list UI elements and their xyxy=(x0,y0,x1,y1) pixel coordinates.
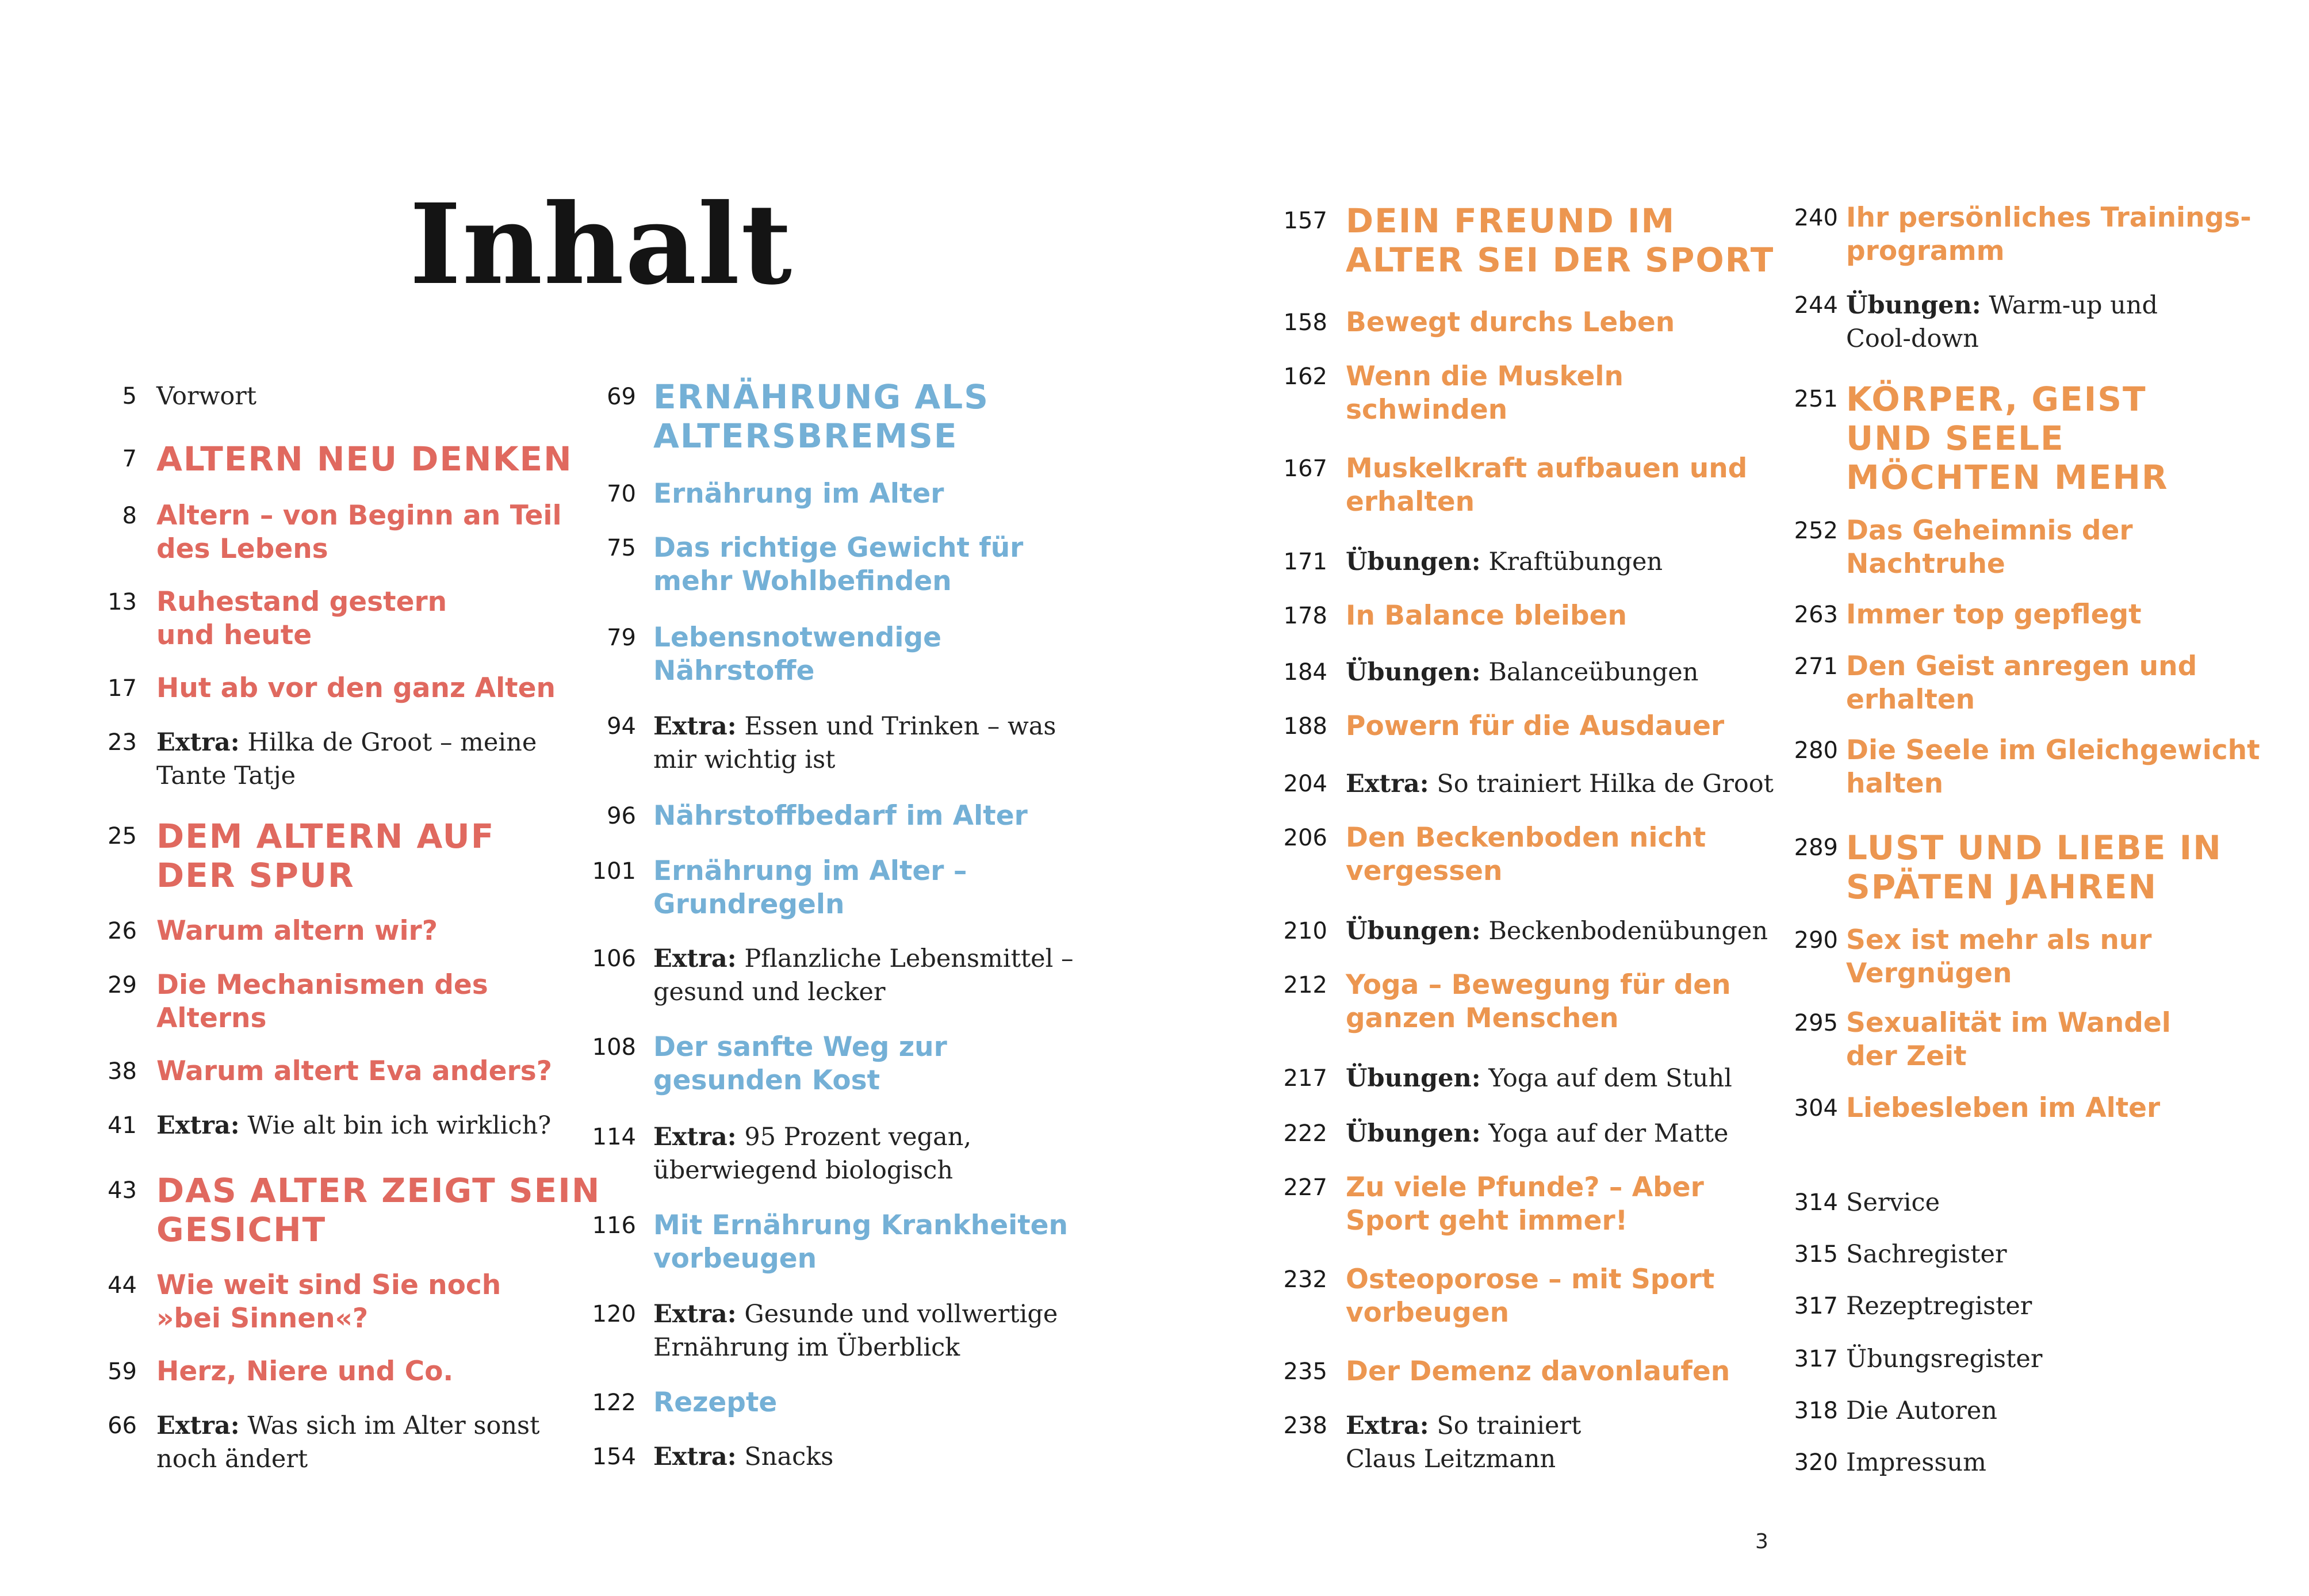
toc-entry[interactable] xyxy=(561,710,1056,776)
toc-page-number: 17 xyxy=(108,675,137,702)
toc-entry-label: Die Autoren xyxy=(1846,1396,1997,1425)
toc-entry[interactable] xyxy=(1253,710,1724,743)
toc-page-number: 222 xyxy=(1283,1120,1327,1147)
toc-page-number: 238 xyxy=(1283,1413,1327,1439)
toc-page-number: 8 xyxy=(122,503,137,529)
toc-entry-label: Yoga auf der Matte xyxy=(1480,1119,1729,1148)
toc-entry[interactable] xyxy=(561,377,989,456)
toc-entry[interactable] xyxy=(1763,1092,2160,1125)
toc-entry[interactable] xyxy=(62,1269,501,1335)
toc-entry-label: Essen und Trinken – was mir wichtig ist xyxy=(653,712,1056,774)
toc-entry[interactable] xyxy=(1253,1062,1732,1095)
toc-entry[interactable] xyxy=(62,1355,453,1388)
toc-page-number: 280 xyxy=(1794,737,1838,764)
toc-entry[interactable] xyxy=(1763,828,2222,906)
toc-subchapter-label: Bewegt durchs Leben xyxy=(1346,307,1675,338)
toc-subchapter-label: Den Beckenboden nicht vergessen xyxy=(1346,822,1706,887)
toc-page-number: 69 xyxy=(607,384,636,410)
toc-subchapter-label: Wie weit sind Sie noch »bei Sinnen«? xyxy=(156,1269,501,1334)
toc-page-number: 295 xyxy=(1794,1010,1838,1036)
toc-subchapter-label: Rezepte xyxy=(653,1387,778,1418)
toc-page-number: 25 xyxy=(108,823,137,849)
toc-page-number: 210 xyxy=(1283,918,1327,944)
toc-page-number: 290 xyxy=(1794,927,1838,954)
toc-page-number: 122 xyxy=(592,1390,636,1416)
toc-chapter-heading: DEM ALTERN AUF DER SPUR xyxy=(156,817,495,895)
toc-entry[interactable] xyxy=(1763,514,2133,581)
toc-page-number: 251 xyxy=(1794,386,1838,412)
toc-page-number: 244 xyxy=(1794,292,1838,319)
toc-subchapter-label: Lebensnotwendige Nährstoffe xyxy=(653,622,942,687)
toc-chapter-heading: ERNÄHRUNG ALS ALTERSBREMSE xyxy=(653,377,989,456)
toc-page-number: 289 xyxy=(1794,835,1838,861)
toc-extra-entry xyxy=(1346,767,1774,801)
toc-chapter-heading: ALTERN NEU DENKEN xyxy=(156,439,573,479)
toc-page-number: 235 xyxy=(1283,1358,1327,1385)
toc-entry-label: Gesunde und vollwertige Ernährung im Überblick xyxy=(653,1300,1058,1362)
toc-entry[interactable] xyxy=(1253,767,1774,801)
toc-page-number: 79 xyxy=(607,625,636,651)
toc-page-number: 271 xyxy=(1794,653,1838,680)
toc-entry[interactable] xyxy=(561,942,1074,1009)
toc-subchapter-label: Sex ist mehr als nur Vergnügen xyxy=(1846,924,2152,989)
toc-extra-prefix: Extra: xyxy=(653,1123,737,1151)
toc-entry[interactable] xyxy=(1253,306,1675,339)
toc-entry[interactable] xyxy=(1253,360,1623,427)
toc-chapter-heading: DAS ALTER ZEIGT SEIN GESICHT xyxy=(156,1171,601,1249)
toc-page-number: 13 xyxy=(108,589,137,615)
toc-entry-label: So trainiert Hilka de Groot xyxy=(1429,770,1774,798)
toc-extra-entry xyxy=(1346,1409,1581,1476)
toc-page-number: 232 xyxy=(1283,1266,1327,1293)
toc-entry[interactable] xyxy=(1253,969,1731,1035)
toc-entry[interactable] xyxy=(1763,1342,2042,1376)
toc-subchapter-label: Mit Ernährung Krankheiten vorbeugen xyxy=(653,1210,1069,1274)
toc-entry[interactable] xyxy=(1763,1006,2171,1073)
toc-entry-label: Snacks xyxy=(736,1442,834,1471)
toc-extra-prefix: Übungen: xyxy=(1346,1064,1481,1093)
toc-chapter-heading: DEIN FREUND IM ALTER SEI DER SPORT xyxy=(1346,201,1775,280)
toc-extra-entry xyxy=(653,1440,833,1473)
toc-page-number: 157 xyxy=(1283,208,1327,234)
toc-extra-prefix: Übungen: xyxy=(1346,1119,1481,1148)
toc-entry-label: Service xyxy=(1846,1188,1940,1217)
toc-entry[interactable] xyxy=(1763,289,2158,355)
toc-entry[interactable] xyxy=(1253,1117,1728,1150)
toc-entry[interactable] xyxy=(62,817,495,895)
toc-page-number: 171 xyxy=(1283,549,1327,575)
toc-page-number: 320 xyxy=(1794,1449,1838,1476)
toc-page-number: 5 xyxy=(122,383,137,409)
toc-page-number: 44 xyxy=(108,1272,137,1299)
toc-entry-label: Beckenbodenübungen xyxy=(1480,917,1768,946)
toc-entry-label: Vorwort xyxy=(156,382,257,411)
toc-subchapter-label: Powern für die Ausdauer xyxy=(1346,710,1725,742)
toc-subchapter-label: Muskelkraft aufbauen und erhalten xyxy=(1346,453,1748,518)
toc-extra-entry xyxy=(156,1409,539,1476)
toc-entry[interactable] xyxy=(1253,656,1698,689)
toc-page-number: 43 xyxy=(108,1177,137,1204)
toc-page-number: 7 xyxy=(122,446,137,472)
toc-extra-prefix: Übungen: xyxy=(1346,658,1481,687)
toc-subchapter-label: Nährstoffbedarf im Alter xyxy=(653,800,1028,832)
toc-entry-label: Hilka de Groot – meine Tante Tatje xyxy=(156,728,537,790)
toc-entry[interactable] xyxy=(62,439,573,479)
toc-page-number: 108 xyxy=(592,1034,636,1061)
toc-page-number: 38 xyxy=(108,1058,137,1085)
toc-page-number: 158 xyxy=(1283,309,1327,336)
toc-entry[interactable] xyxy=(62,380,256,413)
toc-extra-entry xyxy=(1346,914,1768,948)
toc-entry[interactable] xyxy=(561,621,941,688)
toc-extra-entry xyxy=(653,1120,971,1187)
toc-page-number: 75 xyxy=(607,535,636,561)
toc-extra-entry xyxy=(156,1109,551,1142)
toc-entry-label: Rezeptregister xyxy=(1846,1292,2032,1321)
toc-page-number: 317 xyxy=(1794,1346,1838,1372)
toc-entry[interactable] xyxy=(1763,734,2260,801)
toc-subchapter-label: Die Seele im Gleichgewicht halten xyxy=(1846,734,2260,799)
toc-extra-prefix: Extra: xyxy=(653,944,737,973)
toc-subchapter-label: Der Demenz davonlaufen xyxy=(1346,1356,1730,1387)
toc-subchapter-label: Den Geist anregen und erhalten xyxy=(1846,650,2197,715)
toc-entry[interactable] xyxy=(1253,914,1768,948)
toc-subchapter-label: Die Mechanismen des Alterns xyxy=(156,969,488,1034)
toc-entry[interactable] xyxy=(62,585,447,652)
toc-page-number: 317 xyxy=(1794,1293,1838,1319)
toc-entry[interactable] xyxy=(561,799,1028,833)
toc-entry-label: Pflanzliche Lebensmittel – gesund und lecker xyxy=(653,944,1074,1006)
toc-entry[interactable] xyxy=(1253,1171,1704,1238)
toc-entry[interactable] xyxy=(1763,201,2251,268)
toc-subchapter-label: Immer top gepflegt xyxy=(1846,599,2142,630)
toc-entry[interactable] xyxy=(561,1440,833,1473)
toc-page-number: 304 xyxy=(1794,1095,1838,1122)
toc-entry-label: So trainiert Claus Leitzmann xyxy=(1346,1411,1582,1473)
toc-entry-label: 95 Prozent vegan, überwiegend biologisch xyxy=(653,1123,972,1185)
toc-page-number: 114 xyxy=(592,1124,636,1150)
toc-entry[interactable] xyxy=(62,1409,539,1476)
toc-page-number: 120 xyxy=(592,1301,636,1327)
toc-entry[interactable] xyxy=(1253,545,1663,579)
toc-subchapter-label: Ruhestand gestern und heute xyxy=(156,586,447,651)
toc-page-number: 70 xyxy=(607,481,636,507)
toc-entry[interactable] xyxy=(1763,650,2197,717)
page-title: Inhalt xyxy=(409,180,794,309)
toc-entry[interactable] xyxy=(1763,1446,1986,1479)
toc-page-number: 263 xyxy=(1794,602,1838,628)
toc-entry-label: Impressum xyxy=(1846,1448,1986,1477)
toc-extra-entry xyxy=(1346,1117,1728,1150)
toc-subchapter-label: Sexualität im Wandel der Zeit xyxy=(1846,1007,2171,1072)
toc-page-number: 204 xyxy=(1283,771,1327,797)
toc-subchapter-label: Hut ab vor den ganz Alten xyxy=(156,672,556,704)
toc-entry[interactable] xyxy=(1763,924,2151,990)
toc-page-number: 167 xyxy=(1283,456,1327,482)
toc-extra-entry xyxy=(156,726,537,793)
toc-entry[interactable] xyxy=(561,477,944,511)
toc-entry[interactable] xyxy=(1763,1394,1997,1427)
toc-entry[interactable] xyxy=(62,672,556,705)
toc-entry[interactable] xyxy=(62,499,562,566)
toc-entry-label: Warm-up und Cool-down xyxy=(1846,291,2158,353)
toc-entry[interactable] xyxy=(1763,1289,2032,1323)
toc-subchapter-label: Herz, Niere und Co. xyxy=(156,1356,454,1387)
toc-chapter-heading: LUST UND LIEBE IN SPÄTEN JAHREN xyxy=(1846,828,2222,906)
toc-subchapter-label: Warum altern wir? xyxy=(156,915,438,947)
toc-page-number: 315 xyxy=(1794,1241,1838,1268)
toc-entry[interactable] xyxy=(1763,380,2169,497)
toc-subchapter-label: Yoga – Bewegung für den ganzen Menschen xyxy=(1346,969,1731,1034)
toc-extra-entry xyxy=(1846,289,2158,355)
toc-page-number: 212 xyxy=(1283,972,1327,998)
toc-entry[interactable] xyxy=(1763,1186,1940,1219)
toc-chapter-heading: KÖRPER, GEIST UND SEELE MÖCHTEN MEHR xyxy=(1846,380,2169,497)
toc-subchapter-label: Liebesleben im Alter xyxy=(1846,1092,2161,1124)
toc-page-number: 240 xyxy=(1794,205,1838,231)
toc-entry[interactable] xyxy=(1253,599,1627,633)
toc-entry[interactable] xyxy=(561,1386,777,1419)
toc-page-number: 106 xyxy=(592,946,636,972)
toc-page-number: 116 xyxy=(592,1212,636,1239)
toc-extra-prefix: Extra: xyxy=(653,712,737,741)
toc-subchapter-label: Der sanfte Weg zur gesunden Kost xyxy=(653,1031,947,1096)
toc-entry[interactable] xyxy=(1253,201,1774,280)
toc-entry[interactable] xyxy=(62,1171,600,1249)
toc-subchapter-label: In Balance bleiben xyxy=(1346,600,1627,631)
toc-extra-prefix: Übungen: xyxy=(1346,917,1481,946)
toc-subchapter-label: Das richtige Gewicht für mehr Wohlbefinden xyxy=(653,532,1024,597)
toc-entry[interactable] xyxy=(1763,598,2142,631)
toc-page-number: 96 xyxy=(607,803,636,829)
toc-page-number: 101 xyxy=(592,858,636,885)
toc-subchapter-label: Das Geheimnis der Nachtruhe xyxy=(1846,515,2133,580)
toc-entry-label: Was sich im Alter sonst noch ändert xyxy=(156,1411,540,1473)
toc-page-number: 29 xyxy=(108,972,137,998)
toc-entry[interactable] xyxy=(1253,452,1747,519)
toc-entry-label: Yoga auf dem Stuhl xyxy=(1480,1064,1732,1093)
toc-entry[interactable] xyxy=(561,1209,1068,1276)
toc-page-number: 314 xyxy=(1794,1189,1838,1216)
toc-page-number: 184 xyxy=(1283,659,1327,686)
toc-entry[interactable] xyxy=(1253,1263,1714,1330)
toc-page-number: 23 xyxy=(108,729,137,756)
toc-subchapter-label: Zu viele Pfunde? – Aber Sport geht immer! xyxy=(1346,1172,1704,1237)
toc-page-number: 217 xyxy=(1283,1065,1327,1092)
toc-entry[interactable] xyxy=(1253,1409,1581,1476)
toc-entry[interactable] xyxy=(1763,1238,2007,1271)
toc-entry[interactable] xyxy=(62,969,488,1035)
toc-entry[interactable] xyxy=(561,1298,1058,1364)
toc-extra-entry xyxy=(1346,545,1663,579)
toc-entry-label: Wie alt bin ich wirklich? xyxy=(239,1111,552,1140)
toc-page-number: 41 xyxy=(108,1112,137,1139)
toc-page-number: 227 xyxy=(1283,1174,1327,1201)
toc-extra-prefix: Extra: xyxy=(156,1411,240,1440)
toc-subchapter-label: Wenn die Muskeln schwinden xyxy=(1346,361,1623,426)
toc-extra-entry xyxy=(653,710,1056,776)
toc-extra-prefix: Übungen: xyxy=(1346,548,1481,576)
toc-entry[interactable] xyxy=(561,1120,971,1187)
toc-entry-label: Kraftübungen xyxy=(1480,548,1663,576)
toc-entry-label: Übungsregister xyxy=(1846,1345,2043,1373)
toc-subchapter-label: Warum altert Eva anders? xyxy=(156,1055,552,1087)
toc-entry[interactable] xyxy=(62,726,537,793)
toc-subchapter-label: Altern – von Beginn an Teil des Lebens xyxy=(156,500,562,565)
toc-entry-label: Sachregister xyxy=(1846,1240,2007,1269)
toc-entry[interactable] xyxy=(1253,821,1706,888)
toc-entry[interactable] xyxy=(62,1109,551,1142)
toc-entry[interactable] xyxy=(561,855,967,921)
toc-entry[interactable] xyxy=(62,914,438,948)
toc-page-number: 59 xyxy=(108,1358,137,1385)
toc-subchapter-label: Ernährung im Alter – Grundregeln xyxy=(653,855,967,920)
toc-extra-prefix: Extra: xyxy=(156,728,240,757)
toc-page-number: 178 xyxy=(1283,603,1327,629)
toc-page-number: 188 xyxy=(1283,713,1327,740)
toc-extra-prefix: Extra: xyxy=(653,1300,737,1329)
toc-extra-prefix: Extra: xyxy=(156,1111,240,1140)
toc-subchapter-label: Ihr persönliches Trainings- programm xyxy=(1846,202,2251,267)
toc-extra-entry xyxy=(1346,1062,1732,1095)
toc-page-number: 162 xyxy=(1283,363,1327,390)
page-number: 3 xyxy=(1755,1530,1768,1553)
toc-extra-prefix: Extra: xyxy=(1346,1411,1429,1440)
toc-extra-prefix: Extra: xyxy=(653,1442,737,1471)
toc-entry[interactable] xyxy=(62,1055,552,1088)
toc-page-number: 94 xyxy=(607,713,636,740)
toc-extra-entry xyxy=(653,1298,1058,1364)
toc-extra-entry xyxy=(653,942,1074,1009)
toc-page-number: 318 xyxy=(1794,1398,1838,1424)
toc-page-number: 252 xyxy=(1794,518,1838,544)
toc-subchapter-label: Ernährung im Alter xyxy=(653,478,944,510)
toc-page-number: 154 xyxy=(592,1444,636,1470)
toc-extra-entry xyxy=(1346,656,1698,689)
toc-subchapter-label: Osteoporose – mit Sport vorbeugen xyxy=(1346,1264,1715,1329)
toc-page-number: 66 xyxy=(108,1413,137,1439)
toc-entry-label: Balanceübungen xyxy=(1480,658,1699,687)
toc-page-number: 26 xyxy=(108,918,137,944)
toc-page-number: 206 xyxy=(1283,825,1327,851)
toc-extra-prefix: Extra: xyxy=(1346,770,1429,798)
toc-entry[interactable] xyxy=(1253,1355,1730,1388)
toc-entry[interactable] xyxy=(561,531,1023,598)
toc-extra-prefix: Übungen: xyxy=(1846,291,1981,320)
toc-entry[interactable] xyxy=(561,1031,947,1097)
